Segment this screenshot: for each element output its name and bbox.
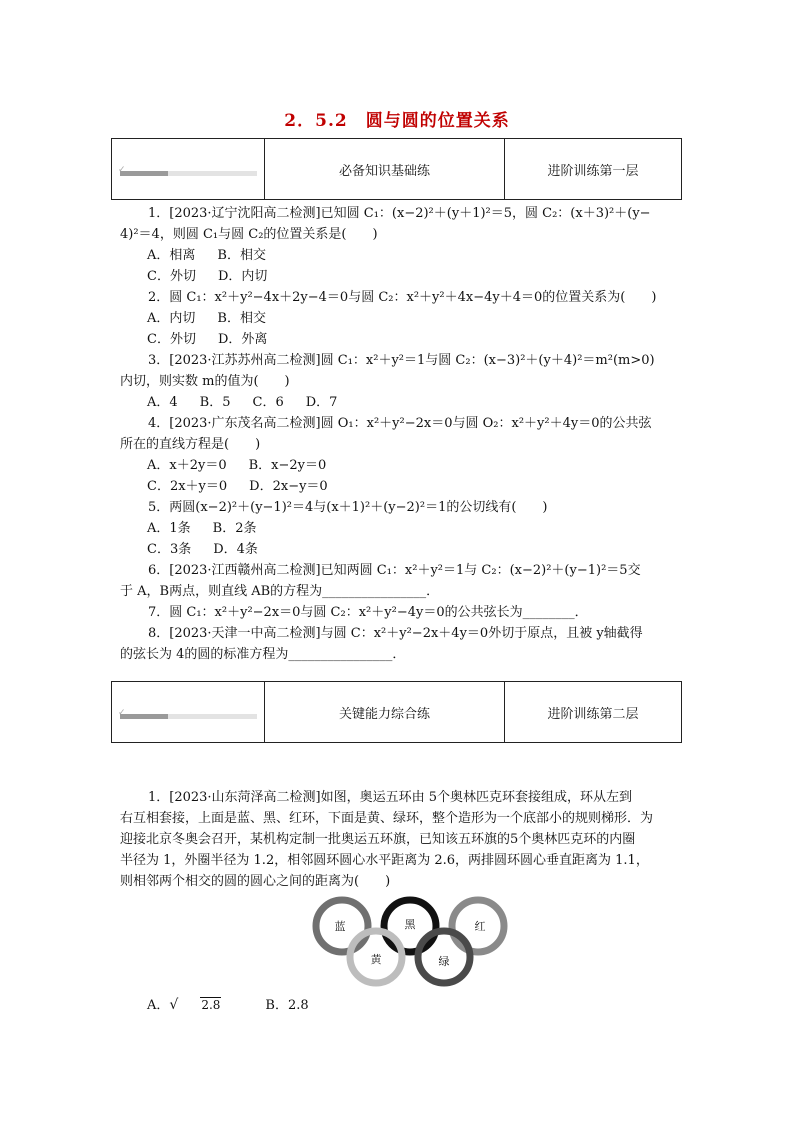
question-6: [120, 560, 680, 602]
options-row: [147, 518, 279, 539]
question-text: 4．[2023·广东茂名高二检测]圆 O₁：x²＋y²−2x＝0与圆 O₂：x²＋y²＋4y＝0的公共弦: [148, 416, 652, 431]
option-b: B．x−2y＝0: [248, 458, 327, 473]
option-a: A．1条: [147, 521, 191, 536]
progress-cell: [112, 682, 265, 742]
option-d: D．外离: [217, 332, 268, 347]
question-4: [120, 413, 680, 455]
ring-label-green: 绿: [438, 955, 450, 968]
option-c: C．外切: [147, 332, 196, 347]
options-row: [147, 455, 348, 476]
question-text: 5．两圆(x−2)²＋(y−1)²＝4与(x＋1)²＋(y−2)²＝1的公切线有( ): [148, 500, 548, 515]
question-text: 的弦长为 4的圆的标准方程为________________．: [120, 647, 406, 662]
options-row: [147, 392, 359, 413]
option-b: B．相交: [217, 248, 266, 263]
option-c: C．6: [252, 395, 284, 410]
option-a: A．4: [147, 395, 178, 410]
question-text: 7．圆 C₁：x²＋y²−2x＝0与圆 C₂：x²＋y²−4y＝0的公共弦长为________．: [148, 605, 588, 620]
ring-label-red: 红: [474, 920, 486, 933]
question-text: 右互相套接，上面是蓝、黑、红环，下面是黄、绿环，整个造形为一个底部小的规则梯形．为: [120, 811, 654, 826]
ring-label-black: 黑: [404, 918, 416, 931]
option-d: D．4条: [213, 542, 258, 557]
ring-label-yellow: 黄: [370, 953, 382, 966]
options-row: [147, 308, 288, 329]
progress-cell: [112, 139, 265, 199]
option-a: A．相离: [147, 248, 196, 263]
section-name: 必备知识基础练: [265, 139, 505, 199]
question-text: 所在的直线方程是( ): [120, 437, 261, 452]
progress-bar-fill: [120, 714, 168, 719]
sqrt-icon: √: [169, 997, 179, 1013]
option-a: A．内切: [147, 311, 196, 326]
options-row: [147, 329, 289, 350]
option-c: C．2x＋y＝0: [147, 479, 228, 494]
question-text: 则相邻两个相交的圆的圆心之间的距离为( ): [120, 874, 391, 889]
option-a-value: 2.8: [201, 998, 221, 1012]
option-d: D．内切: [217, 269, 268, 284]
option-d: D．2x−y＝0: [249, 479, 328, 494]
section-header-advanced: [111, 681, 682, 743]
question-5: [120, 497, 680, 518]
olympic-rings-figure: [300, 880, 520, 990]
question-3: [120, 350, 680, 392]
question-7: [120, 602, 680, 623]
question-text: 迎接北京冬奥会召开，某机构定制一批奥运五环旗，已知该五环旗的5个奥林匹克环的内圈: [120, 832, 636, 847]
option-b: B．2条: [212, 521, 257, 536]
problem-1: [120, 787, 680, 892]
check-icon: ✓: [118, 165, 126, 175]
question-text: 1．[2023·山东菏泽高二检测]如图，奥运五环由 5个奥林匹克环套接组成，环从左到: [148, 790, 633, 805]
section-level: 进阶训练第二层: [547, 706, 639, 722]
option-a: A．x＋2y＝0: [147, 458, 227, 473]
options-row: [147, 539, 280, 560]
option-a-prefix: A．: [147, 998, 170, 1013]
question-2: [120, 287, 680, 308]
question-text: 8．[2023·天津一中高二检测]与圆 C：x²＋y²−2x＋4y＝0外切于原点，且被 y轴截得: [148, 626, 643, 641]
section-name: 关键能力综合练: [265, 682, 505, 742]
question-text: 内切，则实数 m的值为( ): [120, 374, 290, 389]
question-1: [120, 203, 680, 245]
question-text: 1．[2023·辽宁沈阳高二检测]已知圆 C₁：(x−2)²＋(y＋1)²＝5，圆 C₂：(x＋3)²＋(y−: [148, 206, 651, 221]
option-c: C．3条: [147, 542, 192, 557]
options-row: [147, 266, 289, 287]
section-level: 进阶训练第一层: [547, 163, 639, 179]
check-icon: ✓: [118, 708, 126, 718]
progress-bar-fill: [120, 171, 168, 176]
question-8: [120, 623, 680, 665]
option-b: B．相交: [217, 311, 266, 326]
options-row: [147, 476, 350, 497]
options-row: [147, 995, 331, 1016]
question-text: 于 A，B两点，则直线 AB的方程为________________．: [120, 584, 440, 599]
question-text: 6．[2023·江西赣州高二检测]已知两圆 C₁：x²＋y²＝1与 C₂：(x−2)²＋(y−1)²＝5交: [148, 563, 641, 578]
progress-bar: [118, 708, 257, 719]
options-row: [147, 245, 288, 266]
ring-label-blue: 蓝: [334, 920, 346, 933]
page-title: 2．5.2 圆与圆的位置关系: [284, 111, 510, 131]
option-a-sqrt: [169, 995, 243, 1016]
option-b: B．5: [199, 395, 231, 410]
question-text: 3．[2023·江苏苏州高二检测]圆 C₁：x²＋y²＝1与圆 C₂：(x−3)²＋(y＋4)²＝m²(m>0): [148, 353, 655, 368]
option-d: D．7: [305, 395, 338, 410]
question-text: 半径为 1，外圈半径为 1.2，相邻圆环圆心水平距离为 2.6，两排圆环圆心垂直距离为 1.1，: [120, 853, 649, 868]
question-text: 4)²＝4，则圆 C₁与圆 C₂的位置关系是( ): [120, 227, 378, 242]
progress-bar: [118, 165, 257, 176]
option-c: C．外切: [147, 269, 196, 284]
option-b: B．2.8: [265, 998, 309, 1013]
section-header-basic: [111, 138, 682, 200]
question-text: 2．圆 C₁：x²＋y²−4x＋2y−4＝0与圆 C₂：x²＋y²＋4x−4y＋4＝0的位置关系为( ): [148, 290, 657, 305]
